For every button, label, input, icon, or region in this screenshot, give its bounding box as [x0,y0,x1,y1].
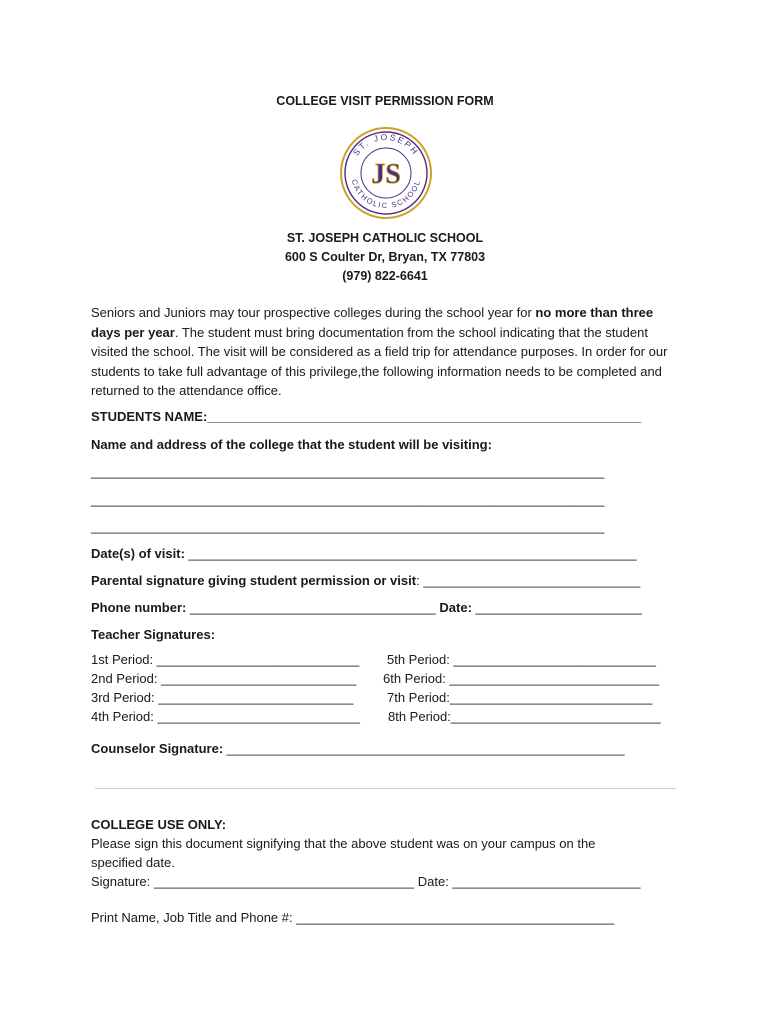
teacher-row-2-right[interactable]: 6th Period: _____________________________ [383,671,660,686]
college-field-line-3[interactable]: _______________________________________________________________________ [91,519,605,534]
parent-colon: : [416,573,424,588]
college-label: Name and address of the college that the student will be visiting: [91,437,492,452]
teacher-row-4-left[interactable]: 4th Period: ____________________________ [91,709,360,724]
college-field-line-1[interactable]: _______________________________________________________________________ [91,464,605,479]
school-phone: (979) 822-6641 [342,269,428,283]
teacher-row-3-right[interactable]: 7th Period:____________________________ [387,690,653,705]
phone-row [91,600,642,615]
logo-top-text: ST. JOSEPH [350,131,422,158]
counselor-label: Counselor Signature: [91,741,227,756]
dates-field[interactable]: ______________________________________________________________ [188,546,637,561]
date-label: Date: [435,600,476,615]
college-use-instruction-1: Please sign this document signifying that the above student was on your campus on the [91,836,596,851]
college-date-field[interactable]: __________________________ [452,874,641,889]
logo-bottom-text: CATHOLIC SCHOOL [349,178,423,211]
college-date-label: Date: [414,874,453,889]
college-use-heading: COLLEGE USE ONLY: [91,817,227,832]
intro-bold-limit: no more than three days per year [91,305,654,340]
college-signature-row [91,874,640,889]
students-name-field[interactable]: ____________________________________________________________ [207,409,642,424]
date-field[interactable]: _______________________ [475,600,642,615]
parent-row [91,573,640,588]
college-signature-label: Signature: [91,874,154,889]
print-name-label: Print Name, Job Title and Phone #: [91,910,297,925]
college-field-line-2[interactable]: _______________________________________________________________________ [91,492,605,507]
phone-label: Phone number: [91,600,190,615]
phone-field[interactable]: __________________________________ [189,600,436,615]
school-name: ST. JOSEPH CATHOLIC SCHOOL [286,231,484,245]
intro-part-2: . The student must bring documentation from the school indicating that the student visited the school. The visit will be considered as a field trip for attendance purposes. In order for our students to take full advantage of this privilege,the following information needs to be completed and returned to the attendance office. [91,324,668,398]
counselor-row [91,741,624,756]
school-address: 600 S Coulter Dr, Bryan, TX 77803 [284,250,486,264]
teacher-row-2-left[interactable]: 2nd Period: ___________________________ [91,671,357,686]
school-logo [339,126,433,220]
students-name-row [91,409,641,424]
teacher-row-4-right[interactable]: 8th Period:_____________________________ [388,709,661,724]
print-name-row [91,910,614,925]
parent-signature-field[interactable]: ______________________________ [423,573,641,588]
teacher-row-1-right[interactable]: 5th Period: ____________________________ [387,652,656,667]
print-name-field[interactable]: ____________________________________________ [296,910,615,925]
logo-initials: JS [371,159,401,190]
college-signature-field[interactable]: ____________________________________ [153,874,415,889]
counselor-signature-field[interactable]: _______________________________________________________ [226,741,625,756]
students-name-label: STUDENTS NAME: [91,409,208,424]
dates-row [91,546,637,561]
section-divider [95,788,676,789]
college-use-instruction-2: specified date. [91,855,175,870]
form-title: COLLEGE VISIT PERMISSION FORM [276,94,494,108]
teacher-row-3-left[interactable]: 3rd Period: ___________________________ [91,690,354,705]
teacher-row-1-left[interactable]: 1st Period: ____________________________ [91,652,360,667]
intro-part-1: Seniors and Juniors may tour prospective colleges during the school year for [91,305,536,320]
intro-paragraph [91,303,681,401]
teacher-signatures-label: Teacher Signatures: [91,627,216,642]
dates-label: Date(s) of visit: [91,546,189,561]
parent-label: Parental signature giving student permission or visit [91,573,417,588]
